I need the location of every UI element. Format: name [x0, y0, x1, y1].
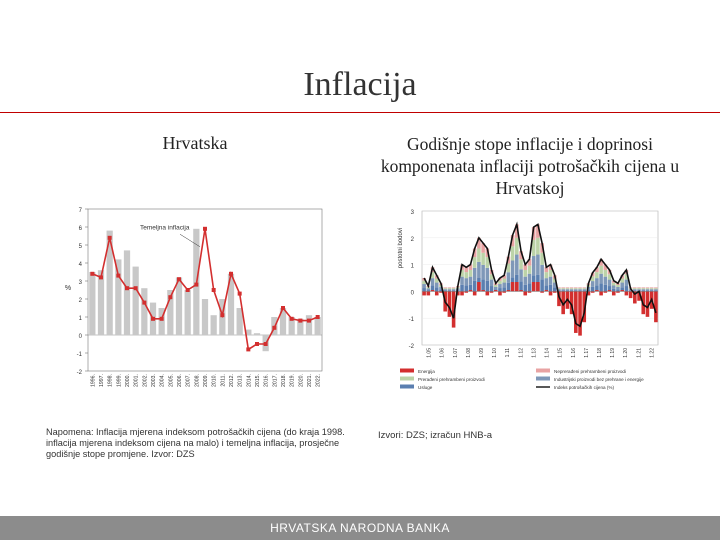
- contribution-bar: [515, 238, 519, 255]
- contribution-bar: [654, 289, 658, 290]
- contribution-bar: [599, 274, 603, 284]
- contribution-bar: [582, 288, 586, 289]
- x-tick-label: 1997.: [99, 374, 105, 387]
- x-tick-label: 2002.: [142, 374, 149, 387]
- x-tick-label: 1.22: [649, 348, 656, 358]
- line-point: [168, 295, 172, 299]
- contribution-bar: [616, 287, 620, 289]
- contribution-bar: [549, 277, 553, 285]
- energy-bar: [486, 291, 490, 295]
- line-point: [142, 301, 146, 305]
- x-tick-label: 1.21: [636, 348, 643, 358]
- contribution-bar: [422, 284, 426, 288]
- x-tick-label: 2007.: [185, 374, 192, 387]
- energy-bar: [599, 291, 603, 295]
- contribution-bar: [502, 279, 506, 283]
- energy-bar: [435, 291, 439, 295]
- energy-bar: [511, 282, 515, 291]
- contribution-bar: [469, 277, 473, 285]
- energy-bar: [473, 291, 477, 295]
- x-tick-label: 2014.: [246, 374, 253, 387]
- energy-bar: [578, 291, 582, 335]
- contribution-bar: [448, 288, 452, 289]
- x-tick-label: 2017.: [272, 374, 279, 387]
- contribution-bar: [595, 278, 599, 285]
- y-tick-label: 3: [78, 280, 82, 286]
- contribution-bar: [650, 287, 654, 288]
- legend-label: Usluge: [418, 385, 433, 390]
- contribution-bar: [574, 289, 578, 290]
- contribution-bar: [494, 287, 498, 289]
- left-chart-subtitle: Hrvatska: [162, 133, 228, 153]
- energy-bar: [625, 291, 629, 295]
- legend-swatch: [536, 369, 550, 373]
- contribution-bar: [519, 259, 523, 269]
- contribution-bar: [422, 288, 426, 291]
- y-tick-label: 0: [410, 290, 414, 297]
- contribution-bar: [637, 289, 641, 290]
- x-tick-label: 2013.: [237, 374, 244, 387]
- bar: [185, 290, 191, 335]
- x-tick-label: 1.07: [452, 348, 459, 358]
- x-tick-label: 1.12: [518, 348, 525, 358]
- bar: [176, 277, 182, 335]
- energy-bar: [612, 291, 616, 295]
- line-point: [246, 347, 250, 351]
- x-tick-label: 2001.: [133, 374, 140, 387]
- x-tick-label: 1.17: [583, 348, 590, 358]
- x-tick-label: 2019.: [289, 374, 296, 387]
- x-tick-label: 1.11: [505, 348, 512, 358]
- contribution-bar: [523, 285, 527, 292]
- line-point: [99, 275, 103, 279]
- bar: [141, 288, 147, 335]
- contribution-bar: [481, 279, 485, 291]
- bar: [89, 272, 95, 335]
- contribution-bar: [490, 280, 494, 286]
- line-point: [281, 306, 285, 310]
- line-point: [229, 272, 233, 276]
- contribution-bar: [511, 246, 515, 260]
- y-tick-label: 3: [410, 210, 414, 216]
- legend-label: Neprerađeni prehrambeni proizvodi: [554, 369, 627, 374]
- contribution-bar: [599, 283, 603, 291]
- contribution-bar: [490, 286, 494, 291]
- contribution-bar: [549, 285, 553, 292]
- line-point: [160, 317, 164, 321]
- contribution-bar: [435, 287, 439, 291]
- left-chart-note: Napomena: Inflacija mjerena indeksom potrošačkih cijena (do kraja 1998. inflacija mjerena indeksom cijena na malo) i temeljna inflacija, prosječne godišnje stope promjene. Izvor: DZS: [46, 427, 345, 459]
- contribution-bar: [498, 284, 502, 288]
- bar: [124, 250, 130, 335]
- contribution-bar: [464, 272, 468, 278]
- x-tick-label: 2018.: [281, 374, 287, 387]
- x-tick-label: 1.10: [492, 348, 499, 358]
- x-tick-label: 2006.: [177, 374, 183, 387]
- x-tick-label: 1.19: [610, 348, 617, 358]
- contribution-bar: [637, 287, 641, 288]
- contribution-bar: [591, 287, 595, 292]
- contribution-bar: [608, 280, 612, 286]
- contribution-bar: [452, 287, 456, 288]
- contribution-bar: [545, 278, 549, 285]
- contribution-bar: [536, 238, 540, 255]
- x-tick-label: 2022.: [315, 374, 322, 387]
- contribution-bar: [464, 285, 468, 291]
- contribution-bar: [502, 283, 506, 288]
- legend-label: Energija: [418, 369, 435, 374]
- x-tick-label: 1.15: [557, 348, 564, 358]
- energy-bar: [427, 291, 431, 295]
- bar: [98, 270, 104, 335]
- y-tick-label: 0: [78, 334, 82, 340]
- contribution-bar: [477, 249, 481, 262]
- legend-label: Industrijski proizvodi bez prehrane i energije: [554, 377, 644, 382]
- contribution-bar: [540, 279, 544, 291]
- contribution-bar: [448, 289, 452, 290]
- legend-swatch: [400, 377, 414, 381]
- legend-swatch: [400, 385, 414, 389]
- contribution-bar: [511, 260, 515, 277]
- contribution-bar: [641, 287, 645, 288]
- contribution-bar: [519, 281, 523, 291]
- line-point: [90, 272, 94, 276]
- energy-bar: [448, 291, 452, 316]
- contribution-bar: [477, 262, 481, 278]
- contribution-bar: [654, 288, 658, 289]
- contribution-bar: [566, 288, 570, 289]
- contribution-bar: [616, 285, 620, 287]
- y-axis-label: %: [64, 285, 72, 292]
- energy-bar: [498, 291, 502, 295]
- line-point: [134, 286, 138, 290]
- x-tick-label: 1.18: [597, 348, 603, 358]
- x-tick-label: 1.08: [465, 348, 472, 358]
- contribution-bar: [574, 288, 578, 289]
- contribution-bar: [595, 272, 599, 278]
- contribution-bar: [625, 286, 629, 291]
- contribution-bar: [519, 269, 523, 281]
- line-point: [108, 236, 112, 240]
- contribution-bar: [523, 270, 527, 277]
- energy-bar: [523, 291, 527, 295]
- contribution-bar: [452, 288, 456, 289]
- y-tick-label: 2: [410, 236, 414, 243]
- x-tick-label: 2004.: [159, 374, 166, 387]
- contribution-bar: [545, 272, 549, 278]
- energy-bar: [477, 282, 481, 291]
- x-tick-label: 2008.: [194, 374, 201, 387]
- contribution-bar: [435, 283, 439, 288]
- line-point: [220, 313, 224, 317]
- contribution-bar: [582, 289, 586, 290]
- contribution-bar: [549, 270, 553, 277]
- contribution-bar: [654, 287, 658, 288]
- y-tick-label: 7: [78, 208, 82, 214]
- annotation-label: Temeljna inflacija: [140, 224, 190, 232]
- line-point: [238, 292, 242, 296]
- contribution-bar: [646, 287, 650, 288]
- contribution-bar: [620, 283, 624, 288]
- bar: [202, 299, 208, 335]
- contribution-bar: [498, 288, 502, 291]
- contribution-bar: [481, 253, 485, 265]
- contribution-bar: [570, 287, 574, 288]
- y-tick-label: -1: [76, 352, 82, 358]
- y-tick-label: 5: [78, 244, 82, 250]
- y-axis-label: postotni bodovi: [398, 227, 404, 269]
- contribution-bar: [637, 288, 641, 289]
- contribution-bar: [566, 287, 570, 288]
- y-tick-label: -1: [408, 317, 414, 324]
- contribution-bar: [443, 287, 447, 288]
- legend-swatch: [400, 369, 414, 373]
- contribution-bar: [443, 288, 447, 289]
- x-tick-label: 2012.: [229, 374, 235, 387]
- energy-bar: [629, 291, 633, 298]
- inflation-contributions-chart: [392, 203, 672, 403]
- x-tick-label: 2021.: [307, 374, 313, 387]
- x-tick-label: 2010.: [211, 374, 218, 387]
- footer-bar: [0, 516, 720, 540]
- contribution-bar: [612, 283, 616, 286]
- contribution-bar: [494, 285, 498, 287]
- contribution-bar: [498, 281, 502, 284]
- y-tick-label: -2: [408, 344, 414, 350]
- contribution-bar: [460, 277, 464, 285]
- contribution-bar: [574, 287, 578, 288]
- x-tick-label: 1996.: [90, 374, 97, 387]
- contribution-bar: [591, 281, 595, 287]
- x-tick-label: 2020.: [298, 374, 305, 387]
- contribution-bar: [486, 281, 490, 292]
- x-tick-label: 2003.: [151, 374, 157, 387]
- y-tick-label: 6: [78, 226, 82, 232]
- contribution-bar: [460, 285, 464, 292]
- contribution-bar: [528, 274, 532, 284]
- contribution-bar: [566, 289, 570, 290]
- y-tick-label: -2: [76, 370, 82, 376]
- contribution-bar: [553, 287, 557, 291]
- contribution-bar: [641, 288, 645, 289]
- contribution-bar: [486, 268, 490, 281]
- contribution-bar: [452, 289, 456, 290]
- contribution-bar: [443, 289, 447, 290]
- line-point: [186, 288, 190, 292]
- line-point: [194, 283, 198, 287]
- contribution-bar: [612, 286, 616, 289]
- bar: [115, 259, 121, 335]
- bar: [254, 333, 260, 335]
- contribution-bar: [464, 278, 468, 285]
- contribution-bar: [536, 255, 540, 275]
- x-tick-label: 1.20: [623, 348, 630, 358]
- bar: [211, 315, 217, 335]
- contribution-bar: [633, 287, 637, 288]
- contribution-bar: [599, 266, 603, 274]
- line-point: [298, 319, 302, 323]
- bar: [306, 315, 312, 335]
- contribution-bar: [646, 289, 650, 290]
- x-tick-label: 2009.: [203, 374, 209, 387]
- x-tick-label: 1.09: [479, 348, 485, 358]
- line-point: [151, 317, 155, 321]
- contribution-bar: [578, 289, 582, 290]
- line-point: [307, 319, 311, 323]
- energy-bar: [574, 291, 578, 333]
- energy-bar: [549, 291, 553, 295]
- title-underline: [0, 112, 720, 113]
- contribution-bar: [650, 289, 654, 290]
- contribution-bar: [431, 278, 435, 285]
- line-point: [264, 342, 268, 346]
- contribution-bar: [561, 289, 565, 290]
- contribution-bar: [604, 277, 608, 285]
- x-tick-label: 1.16: [570, 348, 577, 358]
- contribution-bar: [633, 289, 637, 290]
- contribution-bar: [578, 288, 582, 289]
- contribution-bar: [469, 270, 473, 277]
- contribution-bar: [561, 288, 565, 289]
- contribution-bar: [633, 288, 637, 289]
- x-tick-label: 1.14: [544, 348, 551, 358]
- contribution-bar: [507, 272, 511, 282]
- bar: [133, 267, 139, 335]
- right-chart-subtitle: Godišnje stope inflacije i doprinosi komponenata inflaciji potrošačkih cijena u Hrvatskoj: [380, 134, 680, 198]
- line-point: [203, 227, 207, 231]
- contribution-bar: [473, 268, 477, 281]
- line-point: [212, 288, 216, 292]
- contribution-bar: [473, 281, 477, 292]
- page-title: Inflacija: [303, 66, 417, 103]
- line-point: [290, 317, 294, 321]
- line-point: [125, 286, 129, 290]
- contribution-bar: [616, 289, 620, 291]
- contribution-bar: [532, 256, 536, 275]
- contribution-bar: [540, 265, 544, 279]
- x-tick-label: 1.13: [531, 348, 538, 358]
- line-point: [272, 326, 276, 330]
- energy-bar: [536, 282, 540, 291]
- footer-bank-name: HRVATSKA NARODNA BANKA: [270, 521, 450, 535]
- contribution-bar: [604, 270, 608, 277]
- x-tick-label: 2011.: [220, 374, 227, 387]
- contribution-bar: [473, 257, 477, 268]
- y-tick-label: 2: [78, 298, 82, 304]
- contribution-bar: [481, 265, 485, 279]
- y-tick-label: 4: [78, 262, 82, 268]
- contribution-bar: [604, 285, 608, 292]
- energy-bar: [422, 291, 426, 295]
- contribution-bar: [561, 287, 565, 288]
- x-tick-label: 1998.: [107, 374, 114, 387]
- x-tick-label: 1.06: [439, 348, 446, 358]
- x-tick-label: 2015.: [255, 374, 261, 387]
- line-point: [177, 277, 181, 281]
- contribution-bar: [570, 289, 574, 290]
- y-tick-label: 1: [410, 263, 414, 270]
- contribution-bar: [528, 266, 532, 274]
- line-point: [316, 315, 320, 319]
- bar: [315, 317, 321, 335]
- croatia-inflation-chart: [60, 203, 330, 393]
- legend-label: Indeks potrošačkih cijena (%): [554, 385, 615, 390]
- right-chart-source: Izvori: DZS; izračun HNB-a: [378, 430, 493, 441]
- contribution-bar: [502, 287, 506, 291]
- contribution-bar: [612, 289, 616, 292]
- contribution-bar: [570, 288, 574, 289]
- energy-bar: [532, 282, 536, 291]
- energy-bar: [515, 282, 519, 291]
- contribution-bar: [578, 287, 582, 288]
- line-point: [116, 274, 120, 278]
- x-tick-label: 1999.: [116, 374, 123, 387]
- contribution-bar: [582, 287, 586, 288]
- energy-bar: [460, 291, 464, 295]
- contribution-bar: [427, 288, 431, 290]
- contribution-bar: [646, 288, 650, 289]
- x-tick-label: 2000.: [125, 374, 131, 387]
- contribution-bar: [515, 255, 519, 275]
- line-point: [255, 342, 259, 346]
- contribution-bar: [625, 280, 629, 286]
- legend-label: Prerađeni prehrambeni proizvodi: [418, 377, 485, 382]
- x-tick-label: 1.05: [426, 348, 433, 358]
- contribution-bar: [650, 288, 654, 289]
- legend-swatch: [536, 377, 550, 381]
- x-tick-label: 2005.: [168, 374, 175, 387]
- y-tick-label: 1: [78, 316, 82, 322]
- contribution-bar: [641, 289, 645, 290]
- x-tick-label: 2016.: [263, 374, 270, 387]
- contribution-bar: [523, 277, 527, 285]
- contribution-bar: [448, 287, 452, 288]
- contribution-bar: [528, 283, 532, 291]
